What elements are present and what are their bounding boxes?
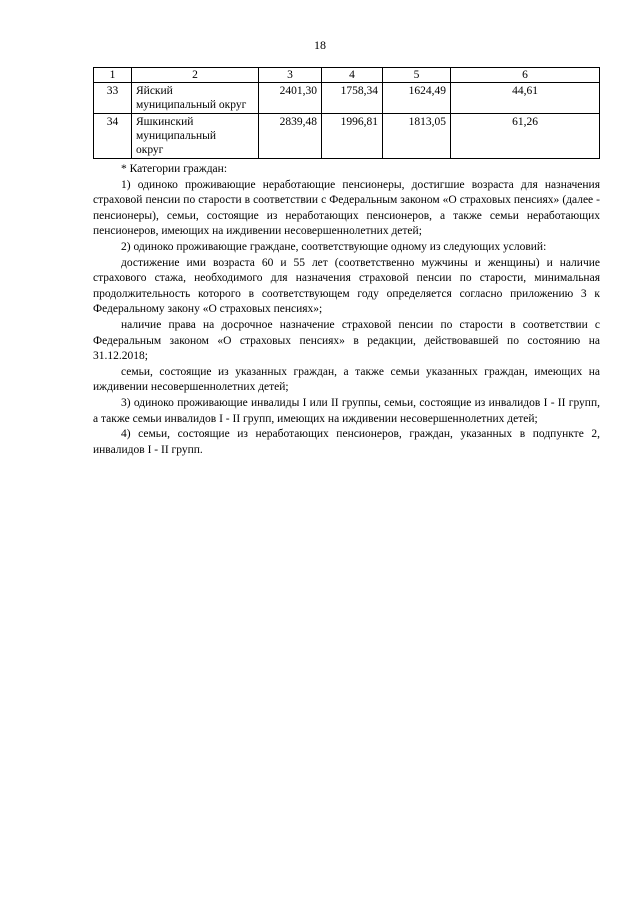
value-col5: 1813,05 [383, 114, 451, 159]
municipality-name-line: муниципальный округ [136, 99, 247, 111]
column-number-5: 5 [383, 68, 451, 83]
municipality-name-line: муниципальный [136, 130, 217, 142]
municipality-name [132, 114, 259, 159]
table-row [94, 83, 600, 114]
value-col4: 1996,81 [322, 114, 383, 159]
municipality-name-line: Яйский [136, 85, 173, 97]
column-number-1: 1 [94, 68, 132, 83]
value-col3: 2839,48 [259, 114, 322, 159]
notes-paragraph: семьи, состоящие из указанных граждан, а также семьи указанных граждан, имеющих на иждивении несовершеннолетних детей; [93, 365, 600, 394]
row-number: 34 [94, 114, 132, 159]
notes-paragraph: наличие права на досрочное назначение страховой пенсии по старости в соответствии с Федеральным законом «О страховых пенсиях» в редакции, действовавшей по состоянию на 31.12.2018; [93, 318, 600, 363]
notes-paragraph: 4) семьи, состоящие из неработающих пенсионеров, граждан, указанных в подпункте 2, инвалидов I - II групп. [93, 428, 600, 456]
municipality-name-line: Яшкинский [136, 116, 194, 128]
table-row [94, 114, 600, 159]
column-number-3: 3 [259, 68, 322, 83]
column-number-2: 2 [132, 68, 259, 83]
notes-paragraph: 2) одиноко проживающие граждане, соответствующие одному из следующих условий: [121, 240, 547, 253]
row-number: 33 [94, 83, 132, 114]
municipality-name [132, 83, 259, 114]
notes-paragraph: 3) одиноко проживающие инвалиды I или II группы, семьи, состоящие из инвалидов I - II групп, а также семьи инвалидов I - II групп, имеющих на иждивении несовершеннолетних детей; [93, 396, 600, 425]
column-number-4: 4 [322, 68, 383, 83]
notes-paragraph: 1) одиноко проживающие неработающие пенсионеры, достигшие возраста для назначения страховой пенсии по старости в соответствии с Федеральным законом «О страховых пенсиях» (далее - пенсионеры), семьи, состоящие из неработающих пенсионеров, а также семьи неработающих пенсионеров, имеющих на иждивении несовершеннолетних детей; [93, 178, 600, 238]
notes-paragraph: достижение ими возраста 60 и 55 лет (соответственно мужчины и женщины) и наличие страхового стажа, необходимого для назначения страховой пенсии по старости, минимальная продолжительность которого в соответствующем году определяется согласно приложению 3 к Федеральному закону «О страховых пенсиях»; [93, 256, 600, 316]
value-col5: 1624,49 [383, 83, 451, 114]
value-col4: 1758,34 [322, 83, 383, 114]
data-table [93, 67, 600, 159]
value-col6: 44,61 [451, 83, 600, 114]
table-header-row [94, 68, 600, 83]
municipality-name-line: округ [136, 144, 164, 156]
page-number: 18 [314, 38, 326, 52]
column-number-6: 6 [451, 68, 600, 83]
value-col6: 61,26 [451, 114, 600, 159]
notes-text [93, 162, 600, 458]
notes-heading: * Категории граждан: [121, 163, 228, 175]
value-col3: 2401,30 [259, 83, 322, 114]
